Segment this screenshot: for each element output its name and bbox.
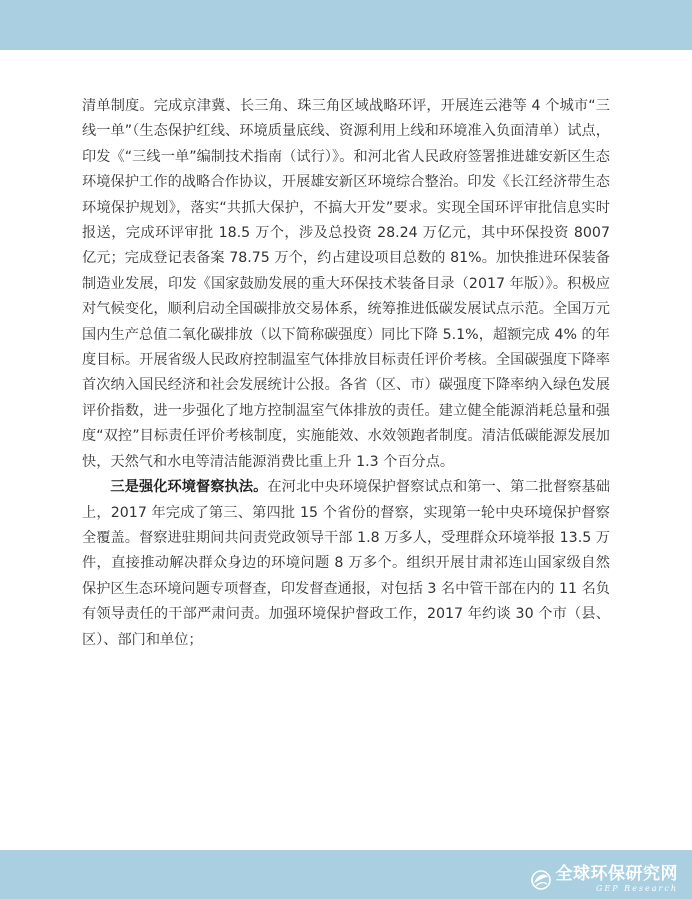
leaf-globe-icon	[530, 869, 552, 891]
logo-title: 全球环保研究网	[555, 864, 678, 884]
footer-logo	[530, 866, 679, 893]
paragraph-2	[82, 475, 610, 653]
header-band	[0, 0, 692, 50]
footer-band	[0, 850, 692, 899]
paragraph-2-body: 在河北中央环境保护督察试点和第一、第二批督察基础上，2017 年完成了第三、第四批 15 个省份的督察，实现第一轮中央环境保护督察全覆盖。督察进驻期间共问责党政领导干部 1.8 万多人，受理群众环境举报 13.5 万件，直接推动解决群众身边的环境问题 8 万多个。组织开展甘肃祁连山国家级自然保护区生态环境问题专项督查，印发督查通报，对包括 3 名中管干部在内的 11 名负有领导责任的干部严肃问责。加强环境保护督政工作，2017 年约谈 30 个市（县、区）、部门和单位；	[82, 479, 610, 648]
logo-subtitle: GEP Research	[596, 884, 678, 893]
article-body	[82, 94, 610, 653]
paragraph-2-heading: 三是强化环境督察执法。	[110, 479, 268, 496]
paragraph-1: 清单制度。完成京津冀、长三角、珠三角区域战略环评，开展连云港等 4 个城市“三线一单”（生态保护红线、环境质量底线、资源利用上线和环境准入负面清单）试点，印发《“三线一单”编制技术指南（试行）》。和河北省人民政府签署推进雄安新区生态环境保护工作的战略合作协议，开展雄安新区环境综合整治。印发《长江经济带生态环境保护规划》，落实“共抓大保护，不搞大开发”要求。实现全国环评审批信息实时报送，完成环评审批 18.5 万个，涉及总投资 28.24 万亿元，其中环保投资 8007 亿元；完成登记表备案 78.75 万个，约占建设项目总数的 81%。加快推进环保装备制造业发展，印发《国家鼓励发展的重大环保技术装备目录（2017 年版）》。积极应对气候变化，顺利启动全国碳排放交易体系，统筹推进低碳发展试点示范。全国万元国内生产总值二氧化碳排放（以下简称碳强度）同比下降 5.1%，超额完成 4% 的年度目标。开展省级人民政府控制温室气体排放目标责任评价考核。全国碳强度下降率首次纳入国民经济和社会发展统计公报。各省（区、市）碳强度下降率纳入绿色发展评价指数，进一步强化了地方控制温室气体排放的责任。建立健全能源消耗总量和强度“双控”目标责任评价考核制度，实施能效、水效领跑者制度。清洁低碳能源发展加快，天然气和水电等清洁能源消费比重上升 1.3 个百分点。	[82, 98, 610, 470]
